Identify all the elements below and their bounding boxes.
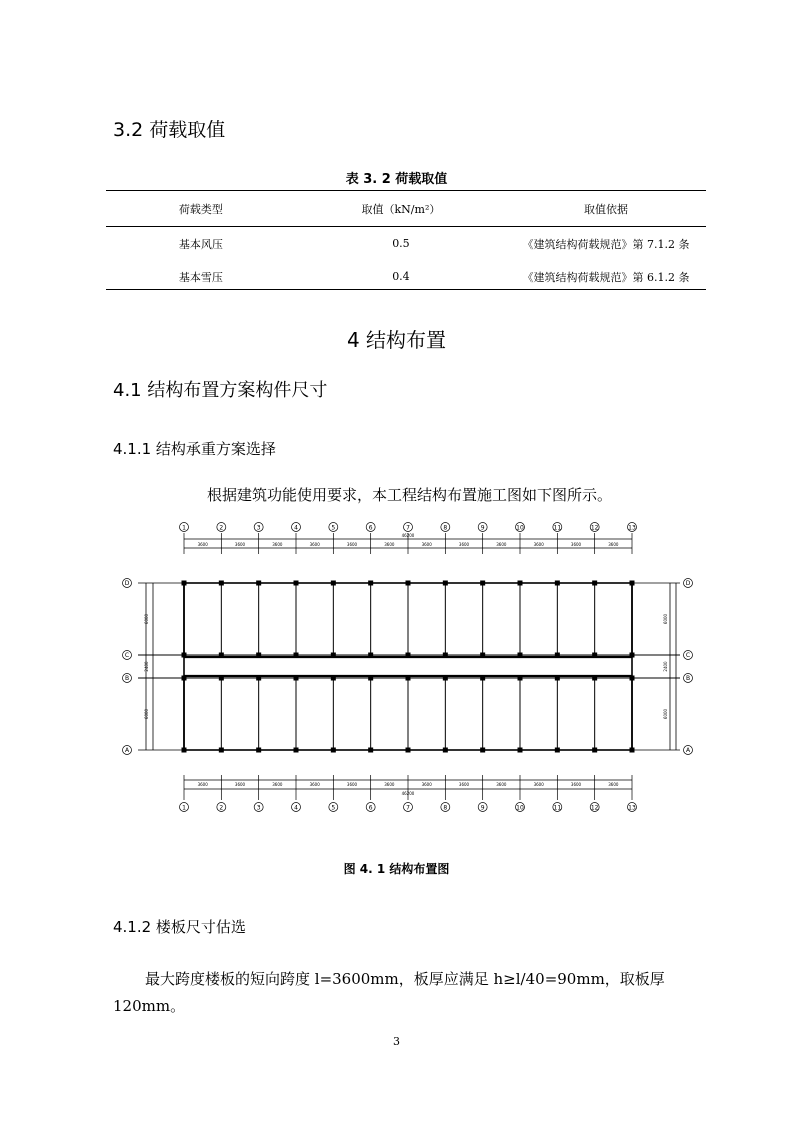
column-marker <box>331 676 336 681</box>
side-dimension-right: 6000 <box>663 708 668 720</box>
column-marker <box>555 748 560 753</box>
axis-label-top: 2 <box>219 524 224 532</box>
axis-label-bottom: 2 <box>219 804 224 812</box>
column-marker <box>592 676 597 681</box>
column-marker <box>518 748 523 753</box>
column-marker <box>256 748 261 753</box>
column-marker <box>294 748 299 753</box>
table-caption: 表 3. 2 荷载取值 <box>345 172 448 187</box>
table-cell: 《建筑结构荷载规范》第 7.1.2 条 <box>522 237 690 251</box>
column-marker <box>630 581 635 586</box>
axis-label-top: 8 <box>443 524 448 532</box>
bay-dimension-bottom: 3600 <box>234 782 246 787</box>
total-dimension-top: 46200 <box>401 533 415 538</box>
table-cell: 《建筑结构荷载规范》第 6.1.2 条 <box>522 270 690 284</box>
bay-dimension-bottom: 3600 <box>608 782 619 787</box>
row-label-right: D <box>685 580 691 588</box>
bay-dimension-bottom: 3600 <box>570 782 582 787</box>
column-marker <box>443 748 448 753</box>
axis-label-top: 7 <box>406 524 410 532</box>
column-marker <box>219 653 224 658</box>
axis-label-top: 3 <box>256 524 261 532</box>
column-marker <box>406 748 411 753</box>
column-marker <box>480 653 485 658</box>
axis-label-bottom: 13 <box>628 804 636 812</box>
column-marker <box>219 676 224 681</box>
column-marker <box>518 676 523 681</box>
bay-dimension-top: 3600 <box>570 542 582 547</box>
side-dimension-left: 6000 <box>144 613 149 625</box>
column-marker <box>406 676 411 681</box>
bay-dimension-top: 3600 <box>197 542 208 547</box>
axis-label-top: 10 <box>516 524 524 532</box>
column-marker <box>630 676 635 681</box>
column-marker <box>518 581 523 586</box>
section-3-2-heading: 3.2 荷载取值 <box>113 119 226 141</box>
column-marker <box>592 653 597 658</box>
column-marker <box>294 653 299 658</box>
bay-dimension-top: 3600 <box>309 542 320 547</box>
bay-dimension-top: 3600 <box>496 542 507 547</box>
row-label-right: A <box>685 747 691 755</box>
axis-label-bottom: 10 <box>516 804 524 812</box>
table-row <box>106 227 706 261</box>
side-dimension-right: 6000 <box>663 613 668 625</box>
bay-dimension-top: 3600 <box>234 542 246 547</box>
bay-dimension-top: 3600 <box>608 542 619 547</box>
axis-label-bottom: 6 <box>368 804 373 812</box>
bay-dimension-top: 3600 <box>346 542 358 547</box>
structural-layout-drawing <box>0 515 793 820</box>
page-number: 3 <box>393 1035 400 1048</box>
bay-dimension-bottom: 3600 <box>346 782 358 787</box>
axis-label-top: 12 <box>590 524 599 532</box>
column-marker <box>256 676 261 681</box>
bay-dimension-top: 3600 <box>533 542 544 547</box>
column-marker <box>406 653 411 658</box>
axis-label-bottom: 7 <box>406 804 410 812</box>
figure-caption: 图 4. 1 结构布置图 <box>343 862 450 876</box>
axis-label-bottom: 8 <box>443 804 448 812</box>
column-marker <box>368 653 373 658</box>
column-marker <box>443 581 448 586</box>
bay-dimension-bottom: 3600 <box>197 782 208 787</box>
column-marker <box>219 748 224 753</box>
axis-label-top: 11 <box>553 524 562 532</box>
table-header-cell: 取值依据 <box>506 191 706 227</box>
table-cell: 基本风压 <box>178 237 223 251</box>
bay-dimension-top: 3600 <box>458 542 470 547</box>
bay-dimension-bottom: 3600 <box>421 782 432 787</box>
bay-dimension-bottom: 3600 <box>272 782 283 787</box>
bay-dimension-top: 3600 <box>421 542 432 547</box>
row-label-left: B <box>124 675 130 683</box>
column-marker <box>406 581 411 586</box>
axis-label-bottom: 1 <box>182 804 186 812</box>
column-marker <box>294 581 299 586</box>
column-marker <box>219 581 224 586</box>
column-marker <box>592 581 597 586</box>
table-header-row <box>106 191 706 227</box>
table-bottom-rule <box>106 289 706 290</box>
column-marker <box>182 653 187 658</box>
row-label-left: A <box>124 747 130 755</box>
table-cell: 0.5 <box>392 237 410 250</box>
column-marker <box>368 748 373 753</box>
column-marker <box>256 581 261 586</box>
total-dimension-bottom: 46200 <box>401 791 415 796</box>
bay-dimension-bottom: 3600 <box>533 782 544 787</box>
axis-label-bottom: 3 <box>256 804 261 812</box>
column-marker <box>443 653 448 658</box>
axis-label-bottom: 12 <box>590 804 599 812</box>
section-4-1-heading: 4.1 结构布置方案构件尺寸 <box>113 380 328 401</box>
chapter-4-heading: 4 结构布置 <box>346 328 447 352</box>
axis-label-top: 4 <box>294 524 298 532</box>
column-marker <box>368 581 373 586</box>
bay-dimension-bottom: 3600 <box>458 782 470 787</box>
bay-dimension-bottom: 3600 <box>309 782 320 787</box>
column-marker <box>443 676 448 681</box>
column-marker <box>555 676 560 681</box>
table-header-cell: 荷载类型 <box>106 191 296 227</box>
bay-dimension-bottom: 3600 <box>496 782 507 787</box>
bay-dimension-top: 3600 <box>272 542 283 547</box>
body-paragraph-line-2: 120mm。 <box>113 997 186 1015</box>
column-marker <box>294 676 299 681</box>
row-label-right: B <box>685 675 691 683</box>
column-marker <box>331 581 336 586</box>
table-header-cell: 取值（kN/m²） <box>296 191 506 227</box>
column-marker <box>480 748 485 753</box>
body-paragraph-line-1: 最大跨度楼板的短向跨度 l=3600mm，板厚应满足 h≥l/40=90mm，取板厚 <box>145 970 665 988</box>
column-marker <box>331 653 336 658</box>
axis-label-bottom: 11 <box>553 804 562 812</box>
axis-label-top: 13 <box>628 524 636 532</box>
row-label-left: D <box>124 580 130 588</box>
column-marker <box>592 748 597 753</box>
column-marker <box>480 676 485 681</box>
axis-label-bottom: 9 <box>480 804 485 812</box>
column-marker <box>182 676 187 681</box>
row-label-left: C <box>124 652 130 660</box>
column-marker <box>368 676 373 681</box>
axis-label-top: 6 <box>368 524 373 532</box>
column-marker <box>630 653 635 658</box>
table-cell: 0.4 <box>392 270 410 283</box>
axis-label-top: 1 <box>182 524 186 532</box>
table-cell: 基本雪压 <box>178 270 223 284</box>
bay-dimension-top: 3600 <box>384 542 395 547</box>
column-marker <box>331 748 336 753</box>
side-dimension-left: 2400 <box>144 661 149 672</box>
column-marker <box>555 653 560 658</box>
section-4-1-1-heading: 4.1.1 结构承重方案选择 <box>113 440 276 458</box>
row-label-right: C <box>685 652 691 660</box>
side-dimension-right: 2400 <box>663 661 668 672</box>
column-marker <box>256 653 261 658</box>
axis-label-bottom: 4 <box>294 804 298 812</box>
section-4-1-2-heading: 4.1.2 楼板尺寸估选 <box>113 918 246 936</box>
body-paragraph: 根据建筑功能使用要求，本工程结构布置施工图如下图所示。 <box>207 486 613 504</box>
axis-label-top: 9 <box>480 524 485 532</box>
axis-label-bottom: 5 <box>331 804 336 812</box>
bay-dimension-bottom: 3600 <box>384 782 395 787</box>
column-marker <box>182 748 187 753</box>
axis-label-top: 5 <box>331 524 336 532</box>
column-marker <box>555 581 560 586</box>
column-marker <box>182 581 187 586</box>
load-table <box>106 191 706 293</box>
column-marker <box>630 748 635 753</box>
column-marker <box>518 653 523 658</box>
column-marker <box>480 581 485 586</box>
side-dimension-left: 6000 <box>144 708 149 720</box>
